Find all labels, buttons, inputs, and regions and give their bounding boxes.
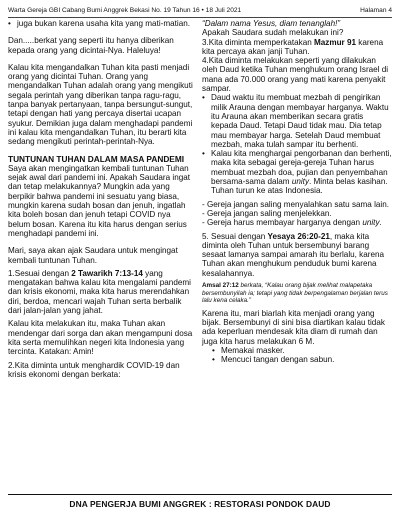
list-item bbox=[202, 232, 392, 278]
bullet-icon: • bbox=[212, 345, 215, 355]
list-item: 2.Kita diminta untuk menghardik COVID-19 dan krisis ekonomi dengan berkata: bbox=[8, 360, 180, 379]
verse-quote bbox=[202, 282, 392, 305]
item-text: 1.Sesuai dengan bbox=[8, 268, 72, 278]
paragraph: Dan.....berkat yang seperti itu hanya diberikan kepada orang yang dicintai-Nya. Haleluya! bbox=[8, 36, 174, 55]
list-item bbox=[8, 19, 194, 28]
page-header bbox=[8, 4, 392, 18]
list-item bbox=[202, 38, 392, 57]
item-text: . Minta belas kasihan. Tuhan turun ke atas Indonesia. bbox=[211, 177, 388, 196]
item-text: Mencuci tangan dengan sabun. bbox=[221, 355, 335, 365]
list-item bbox=[202, 346, 392, 355]
list-item: - Gereja jangan saling menyalahkan satu sama lain. bbox=[202, 199, 389, 209]
list-item bbox=[202, 218, 392, 227]
bullet-icon: • bbox=[202, 149, 205, 159]
left-column bbox=[8, 19, 194, 379]
bulletin-info: Warta Gereja GBI Cabang Bumi Anggrek Bekasi No. 19 Tahun 16 • 18 Juli 2021 bbox=[8, 6, 242, 14]
paragraph: Kalau kita mengandalkan Tuhan kita pasti menjadi orang yang dicintai Tuhan. Orang yang mengandalkan Tuhan adalah orang yang mengikuti segala perintah yang diberikan tanpa ragu-ragu, tanpa banyak pertanyaan, tanpa bersungut-sungut, tetapi dengan hati yang percaya disertai ucapan syukur. Demikian juga dalam menghadapi pandemi ini kalau kita mengandalkan Tuhan, itu berarti kita sedang mengikuti perintah-perintah-Nya. bbox=[8, 62, 193, 147]
list-item bbox=[8, 269, 194, 315]
item-text: Memakai masker. bbox=[221, 345, 285, 355]
list-item bbox=[202, 149, 392, 195]
bullet-icon: • bbox=[202, 93, 205, 103]
right-column bbox=[202, 19, 392, 365]
item-text: yang mengatakan bahwa kalau kita mengalami pandemi dan krisis ekonomi, maka kita harus merendahkan diri, berdoa, mencari wajah Tuhan serta berbalik dari jalan-jalan yang jahat. bbox=[8, 268, 191, 316]
emphasis: unity bbox=[362, 218, 380, 228]
paragraph: Karena itu, mari biarlah kita menjadi orang yang bijak. Bersembunyi di sini bisa diartikan kalau tidak ada keperluan mendesak kita diam di rumah dan juga kita harus melakukan 6 M. bbox=[202, 308, 385, 346]
paragraph: Daud waktu itu membuat mezbah di pengirikan milik Arauna dengan membayar harganya. Waktu itu Arauna akan memberikan secara gratis kepada Daud. Tetapi Daud tidak mau. Dia tetap mau membayar harga. Setelah Daud membuat mezbah, maka tulah sampar itu berhenti. bbox=[211, 93, 389, 149]
list-item bbox=[202, 355, 392, 364]
item-text: 3.Kita diminta memperkatakan bbox=[202, 37, 314, 47]
quote-text: “Dalam nama Yesus, diam tenanglah!” bbox=[202, 19, 341, 28]
item-text: Kalau kita menghargai pengorbanan dan berhenti, maka kita sebagai gereja-gereja Tuhan harus membuat mezbah doa, pujian dan penyembahan bersama-sama dalam bbox=[211, 149, 392, 187]
section-title: TUNTUNAN TUHAN DALAM MASA PANDEMI bbox=[8, 153, 185, 164]
paragraph: Saya akan mengingatkan kembali tuntunan Tuhan sejak awal dari pandemi ini. Apakah Saudara ingat dan tetap melakukannya? Mungkin ada yang berpikir bahwa pandemi ini sesuatu yang biasa, mungkin karena sudah bosan dan jenuh, ingatlah kita boleh bosan dan jenuh tetapi COVID nya belum bosan. Karena itu kita harus dengan serius menghadapi pandemi ini. bbox=[8, 163, 191, 238]
paragraph: Mari, saya akan ajak Saudara untuk mengingat kembali tuntunan Tuhan. bbox=[8, 246, 178, 265]
scripture-ref: Yesaya 26:20-21 bbox=[267, 231, 330, 241]
paragraph: Kalau kita melakukan itu, maka Tuhan akan mendengar dari sorga dan akan mengampuni dosa kita serta memulihkan negeri kita Indonesia yang tercinta. Katakan: Amin! bbox=[8, 319, 193, 357]
list-item bbox=[202, 93, 392, 149]
item-text: , maka kita diminta oleh Tuhan untuk bersembunyi barang sesaat lamanya sampai amarah itu berlalu, karena Tuhan akan menghukum penduduk bumi karena kesalahannya. bbox=[202, 231, 385, 278]
paragraph bbox=[211, 149, 392, 195]
item-text: . bbox=[379, 218, 382, 228]
emphasis: unity bbox=[291, 177, 310, 187]
bullet-icon: • bbox=[8, 19, 11, 28]
scripture-ref: Amsal 27:12 bbox=[202, 282, 239, 290]
scripture-ref: Mazmur 91 bbox=[314, 37, 356, 47]
item-text: karena kita percaya akan janji Tuhan. bbox=[202, 37, 384, 56]
page-number: Halaman 4 bbox=[360, 6, 392, 14]
scripture-ref: 2 Tawarikh 7:13-14 bbox=[71, 268, 143, 278]
page-footer: DNA PENGERJA BUMI ANGGREK : RESTORASI PONDOK DAUD bbox=[8, 494, 392, 509]
item-text: - Gereja harus membayar harganya dengan bbox=[202, 218, 363, 228]
list-item: 4.Kita diminta melakukan seperti yang dilakukan oleh Daud ketika Tuhan menghukum orang Israel di mana ada 70.000 orang yang mati karena penyakit sampar. bbox=[202, 56, 389, 94]
verse-text: berkata, “Kalau orang bijak melihat malapetaka bersembunyilah ia; tetapi yang tidak berpengalaman berjalan terus lalu kena celaka.” bbox=[202, 282, 388, 305]
bullet-icon: • bbox=[212, 355, 215, 365]
paragraph: juga bukan karena usaha kita yang mati-matian. bbox=[17, 19, 190, 28]
paragraph: Apakah Saudara sudah melakukan ini? bbox=[202, 28, 344, 38]
item-text: 5. Sesuai dengan bbox=[202, 231, 268, 241]
list-item: - Gereja jangan saling menjelekkan. bbox=[202, 208, 332, 218]
